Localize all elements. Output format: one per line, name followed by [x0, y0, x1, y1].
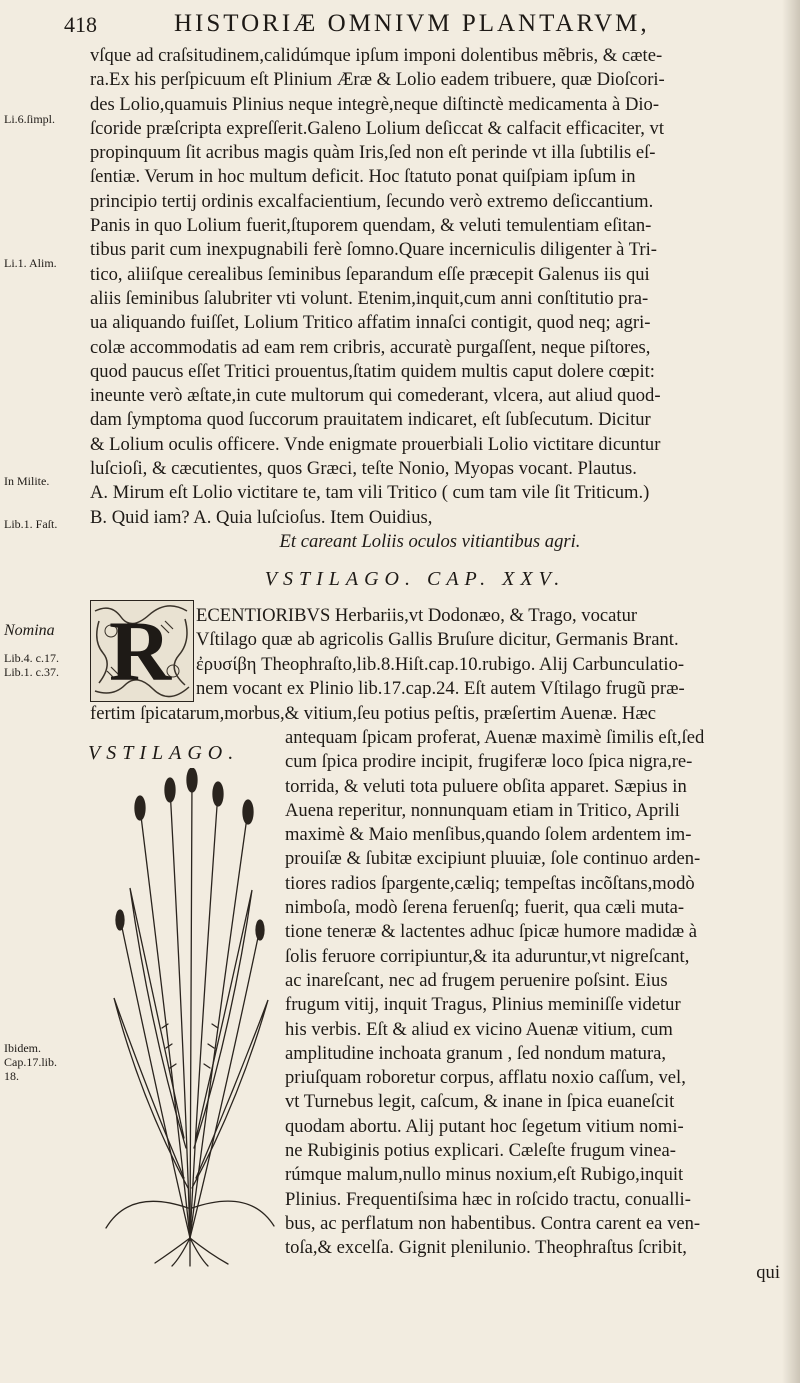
- catchword: qui: [756, 1261, 780, 1283]
- chapter-opening: [196, 604, 776, 701]
- text-line: vſque ad craſsitudinem,calidúmque ipſum imponi dolentibus mẽbris, & cæte-: [90, 45, 663, 66]
- margin-note: Ibidem.: [4, 1041, 41, 1055]
- text-line: aliis ſeminibus ſalubriter vti volunt. Etenim,inquit,cum anni conſtitutio pra-: [90, 287, 649, 309]
- margin-note: Lib.1. c.37.: [4, 665, 59, 679]
- text-line: ſentiæ. Verum in hoc multum deficit. Hoc ſtatuto ponat quiſpiam ipſum in: [90, 166, 636, 188]
- text-line: ſolis feruore corripiuntur,& ita aduruntur,vt nigreſcant,: [285, 945, 690, 967]
- text-line: ἐρυσίβη Theophraſto,lib.8.Hiſt.cap.10.rubigo. Alij Carbunculatio-: [196, 653, 685, 675]
- text-line: ne Rubiginis potius explicari. Cæleſte frugum vinea-: [285, 1140, 676, 1162]
- text-line: nimboſa, modò ſerena feruenſq; fuerit, qua cæli muta-: [285, 897, 685, 919]
- body-text: [90, 44, 770, 554]
- text-line: ECENTIORIBVS Herbariis,vt Dodonæo, & Trago, vocatur: [196, 605, 638, 626]
- text-line: amplitudine inchoata granum , ſed nondum matura,: [285, 1042, 667, 1064]
- chapter-column-text: [285, 726, 780, 1285]
- text-line: B. Quid iam? A. Quia luſcioſus. Item Ouidius,: [90, 506, 433, 528]
- text-line: prouiſæ & ſubitæ excipiunt pluuiæ, ſole continuo arden-: [285, 848, 701, 870]
- text-line: vt Turnebus legit, caſcum, & inane in ſpica euaneſcit: [285, 1091, 675, 1113]
- text-line: his verbis. Eſt & aliud ex vicino Auenæ vitium, cum: [285, 1018, 673, 1040]
- text-line: rúmque malum,nullo minus noxium,eſt Rubigo,inquit: [285, 1164, 684, 1186]
- text-line: colæ accommodatis ad eam rem cribris, accuratè purgaſſent, neque piſtores,: [90, 336, 651, 358]
- text-line: Auena reperitur, nonnunquam etiam in Tritico, Aprili: [285, 799, 680, 821]
- text-line: nem vocant ex Plinio lib.17.cap.24. Eſt autem Vſtilago frugũ præ-: [196, 677, 685, 699]
- page-header: [64, 10, 764, 40]
- figure-title: VSTILAGO.: [88, 742, 240, 764]
- text-line: tione teneræ & lactentes adhuc ſpicæ humore madidæ à: [285, 921, 698, 943]
- ustilago-plant-illustration: [100, 768, 280, 1268]
- running-title: HISTORIÆ OMNIVM PLANTARVM,: [174, 10, 650, 37]
- text-line: antequam ſpicam proferat, Auenæ maximè ſimilis eſt,ſed: [285, 727, 705, 748]
- margin-note: Li.1. Alim.: [4, 256, 57, 270]
- text-line: ra.Ex his perſpicuum eſt Plinium Æræ & Lolio eadem tribuere, quæ Dioſcori-: [90, 69, 665, 91]
- text-line: Vſtilago quæ ab agricolis Gallis Bruſure dicitur, Germanis Brant.: [196, 629, 679, 651]
- text-line: toſa,& excelſa. Gignit plenilunio. Theophraſtus ſcribit,: [285, 1237, 687, 1259]
- text-line: torrida, & veluti tota puluere obſita apparet. Sæpius in: [285, 775, 687, 797]
- text-line: ac inareſcant, nec ad frugem peruenire poſsint. Eius: [285, 969, 668, 991]
- text-line: priuſquam roboretur corpus, afflatu noxio caſſum, vel,: [285, 1067, 686, 1089]
- text-line: dam ſymptoma quod ſuccorum prauitatem indicaret, eſt ſubſecutum. Dicitur: [90, 409, 651, 431]
- text-line: des Lolio,quamuis Plinius neque integrè,neque diſtinctè medicamenta à Dio-: [90, 93, 660, 115]
- text-line: fertim ſpicatarum,morbus,& vitium,ſeu potius peſtis, præſertim Auenæ. Hæc: [90, 703, 657, 724]
- initial-letter: R: [109, 603, 172, 699]
- margin-note: Lib.4. c.17.: [4, 651, 59, 665]
- text-line: quod paucus eſſet Tritici prouentus,ſtatim quidem multis caput dolere cœpit:: [90, 360, 655, 382]
- text-line: tiores radios ſpargente,cæliq; tempeſtas incõſtans,modò: [285, 872, 695, 894]
- text-line: Plinius. Frequentiſsima hæc in roſcido tractu, conualli-: [285, 1188, 691, 1210]
- margin-note: 18.: [4, 1069, 19, 1083]
- text-line: Panis in quo Lolium fuerit,ſtuporem quendam, & veluti temulentiam eſitan-: [90, 215, 652, 237]
- chapter-full-line: [90, 702, 780, 726]
- margin-note-nomina: Nomina: [4, 622, 55, 639]
- text-line: principio tertij ordinis excalfacientium, ſecundo verò extremo deſiccantium.: [90, 190, 654, 212]
- text-line: propinquum ſit acribus magis quàm Iris,ſed non eſt perinde vt illa ſubtilis eſ-: [90, 142, 656, 164]
- verse-quote: Et careant Loliis oculos vitiantibus agri.: [279, 530, 581, 552]
- margin-note: Li.6.ſimpl.: [4, 112, 55, 126]
- decorated-initial: [90, 600, 194, 702]
- text-line: ſcoride præſcripta expreſſerit.Galeno Lolium deſiccat & calfacit efficaciter, vt: [90, 117, 665, 139]
- chapter-heading: VSTILAGO. CAP. XXV.: [264, 568, 566, 590]
- text-line: frugum vitij, inquit Tragus, Plinius meminiſſe videtur: [285, 994, 681, 1016]
- text-line: ua aliquando fuiſſet, Lolium Tritico affatim innaſci contigit, quod neq; agri-: [90, 312, 651, 334]
- text-line: maximè & Maio menſibus,quando ſolem ardentem im-: [285, 824, 692, 846]
- margin-note: In Milite.: [4, 474, 50, 488]
- page-edge-shadow: [782, 0, 800, 1383]
- text-line: A. Mirum eſt Lolio victitare te, tam vili Tritico ( cum tam vile ſit Triticum.): [90, 482, 650, 504]
- text-line: bus, ac perflatum non habentibus. Contra carent ea ven-: [285, 1212, 701, 1234]
- text-line: cum ſpica prodire incipit, frugiferæ loco ſpica nigra,re-: [285, 751, 693, 773]
- text-line: tico, aliiſque cerealibus ſeminibus ſeparandum eſſe præcepit Galenus iis qui: [90, 263, 650, 285]
- margin-note: Cap.17.lib.: [4, 1055, 57, 1069]
- text-line: ineunte verò æſtate,in cute multorum qui comederant, vlcera, aut aliud quod-: [90, 385, 661, 407]
- text-line: & Lolium oculis officere. Vnde enigmate prouerbiali Lolio victitare dicuntur: [90, 433, 661, 455]
- page-number: 418: [64, 12, 97, 37]
- text-line: luſcioſi, & cæcutientes, quos Græci, teſte Nonio, Myopas vocant. Plautus.: [90, 458, 637, 480]
- text-line: tibus parit cum inexpugnabili ferè ſomno.Quare incerniculis diligenter à Tri-: [90, 239, 657, 261]
- text-line: quodam abortu. Alij putant hoc ſegetum vitium nomi-: [285, 1115, 684, 1137]
- margin-note: Lib.1. Faſt.: [4, 517, 58, 531]
